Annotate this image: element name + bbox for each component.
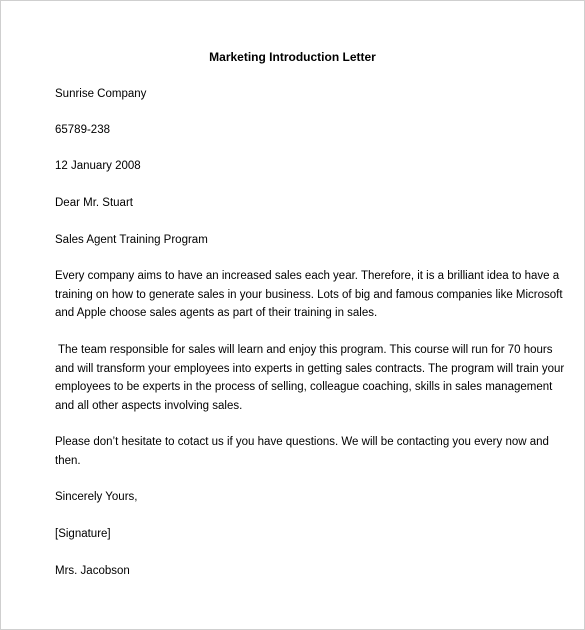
paragraph-program bbox=[55, 341, 565, 415]
paragraph-line: The team responsible for sales will learn and enjoy this program. This course will run for 70 hours bbox=[55, 344, 553, 356]
sender-name: Mrs. Jacobson bbox=[55, 565, 130, 577]
company-name: Sunrise Company bbox=[55, 88, 147, 100]
paragraph-line: then. bbox=[55, 454, 81, 467]
signature-placeholder: [Signature] bbox=[55, 528, 111, 540]
paragraph-contact bbox=[55, 433, 549, 470]
subject-line: Sales Agent Training Program bbox=[55, 234, 208, 246]
paragraph-line: Please don’t hesitate to cotact us if you have questions. We will be contacting you every now and bbox=[55, 436, 549, 448]
paragraph-line: and will transform your employees into experts in getting sales contracts. The program will train your bbox=[55, 362, 565, 375]
salutation: Dear Mr. Stuart bbox=[55, 197, 133, 209]
paragraph-line: and all other aspects involving sales. bbox=[55, 399, 243, 412]
phone-number: 65789-238 bbox=[55, 124, 110, 136]
paragraph-line: and Apple choose sales agents as part of their training in sales. bbox=[55, 307, 378, 319]
paragraph-line: training on how to generate sales in your business. Lots of big and famous companies like Microsoft bbox=[55, 288, 563, 301]
paragraph-intro bbox=[55, 267, 563, 323]
paragraph-line: employees to be experts in the process of selling, colleague coaching, skills in sales management bbox=[55, 381, 553, 393]
closing: Sincerely Yours, bbox=[55, 491, 138, 503]
letter-date: 12 January 2008 bbox=[55, 160, 141, 172]
paragraph-line: Every company aims to have an increased sales each year. Therefore, it is a brilliant idea to have a bbox=[55, 270, 560, 282]
letter-title: Marketing Introduction Letter bbox=[209, 50, 376, 64]
